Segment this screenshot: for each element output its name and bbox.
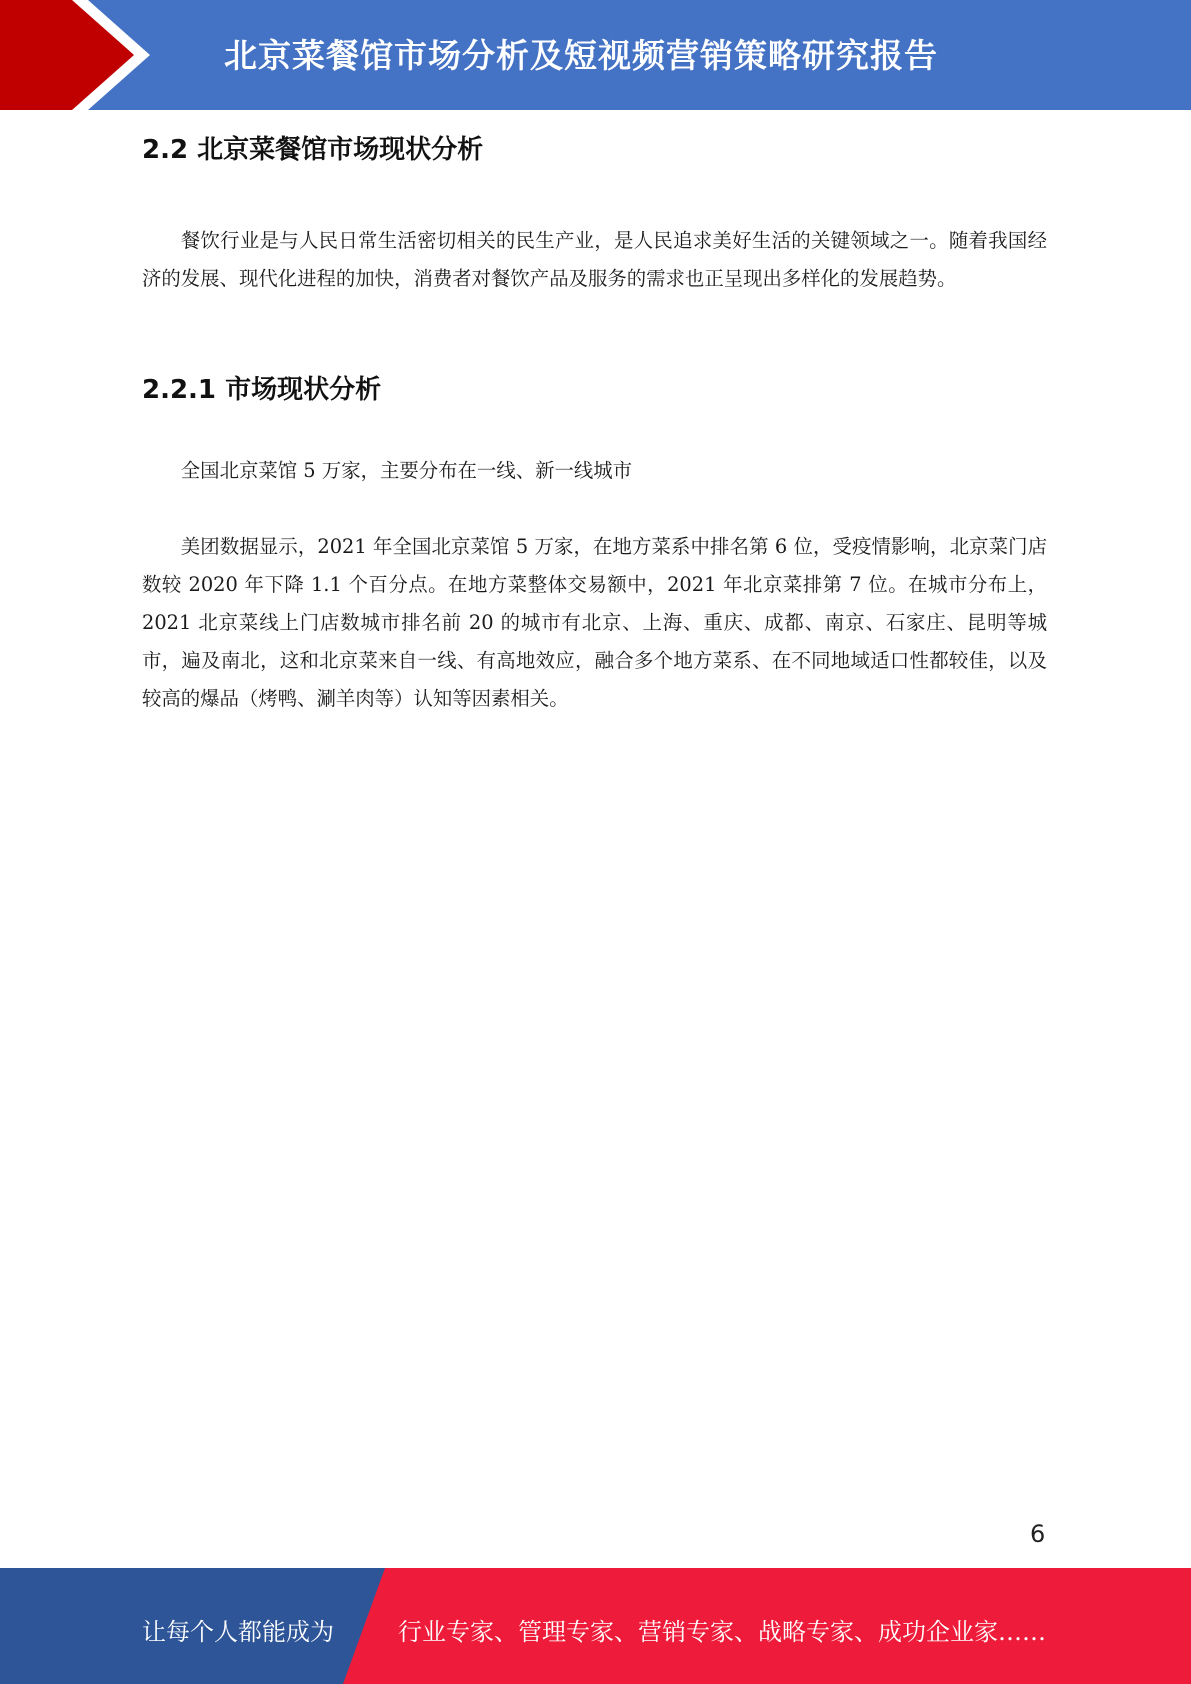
footer-slogan-left: 让每个人都能成为 — [142, 1618, 334, 1646]
footer-slogan-right: 行业专家、管理专家、营销专家、战略专家、成功企业家…… — [398, 1618, 1046, 1646]
header-banner — [0, 0, 1191, 110]
footer-banner — [0, 1568, 1191, 1684]
report-title: 北京菜餐馆市场分析及短视频营销策略研究报告 — [224, 36, 938, 75]
page-number: 6 — [1030, 1520, 1046, 1548]
section-heading: 2.2 北京菜餐馆市场现状分析 — [142, 135, 484, 165]
subsection-summary-paragraph: 全国北京菜馆 5 万家，主要分布在一线、新一线城市 — [180, 459, 633, 482]
subsection-body-paragraph: 美团数据显示，2021 年全国北京菜馆 5 万家，在地方菜系中排名第 6 位，受疫情影响，北京菜门店数较 2020 年下降 1.1 个百分点。在地方菜整体交易额中，2021 年北京菜排第 7 位。在城市分布上，2021 北京菜线上门店数城市排名前 20 的城市有北京、上海、重庆、成都、南京、石家庄、昆明等城市，遍及南北，这和北京菜来自一线、有高地效应，融合多个地方菜系、在不同地域适口性都较佳，以及较高的爆品（烤鸭、涮羊肉等）认知等因素相关。 — [142, 535, 1047, 710]
section-intro-paragraph: 餐饮行业是与人民日常生活密切相关的民生产业，是人民追求美好生活的关键领域之一。随着我国经济的发展、现代化进程的加快，消费者对餐饮产品及服务的需求也正呈现出多样化的发展趋势。 — [142, 229, 1047, 290]
header-chevron-icon — [0, 0, 150, 110]
subsection-heading: 2.2.1 市场现状分析 — [142, 375, 382, 405]
